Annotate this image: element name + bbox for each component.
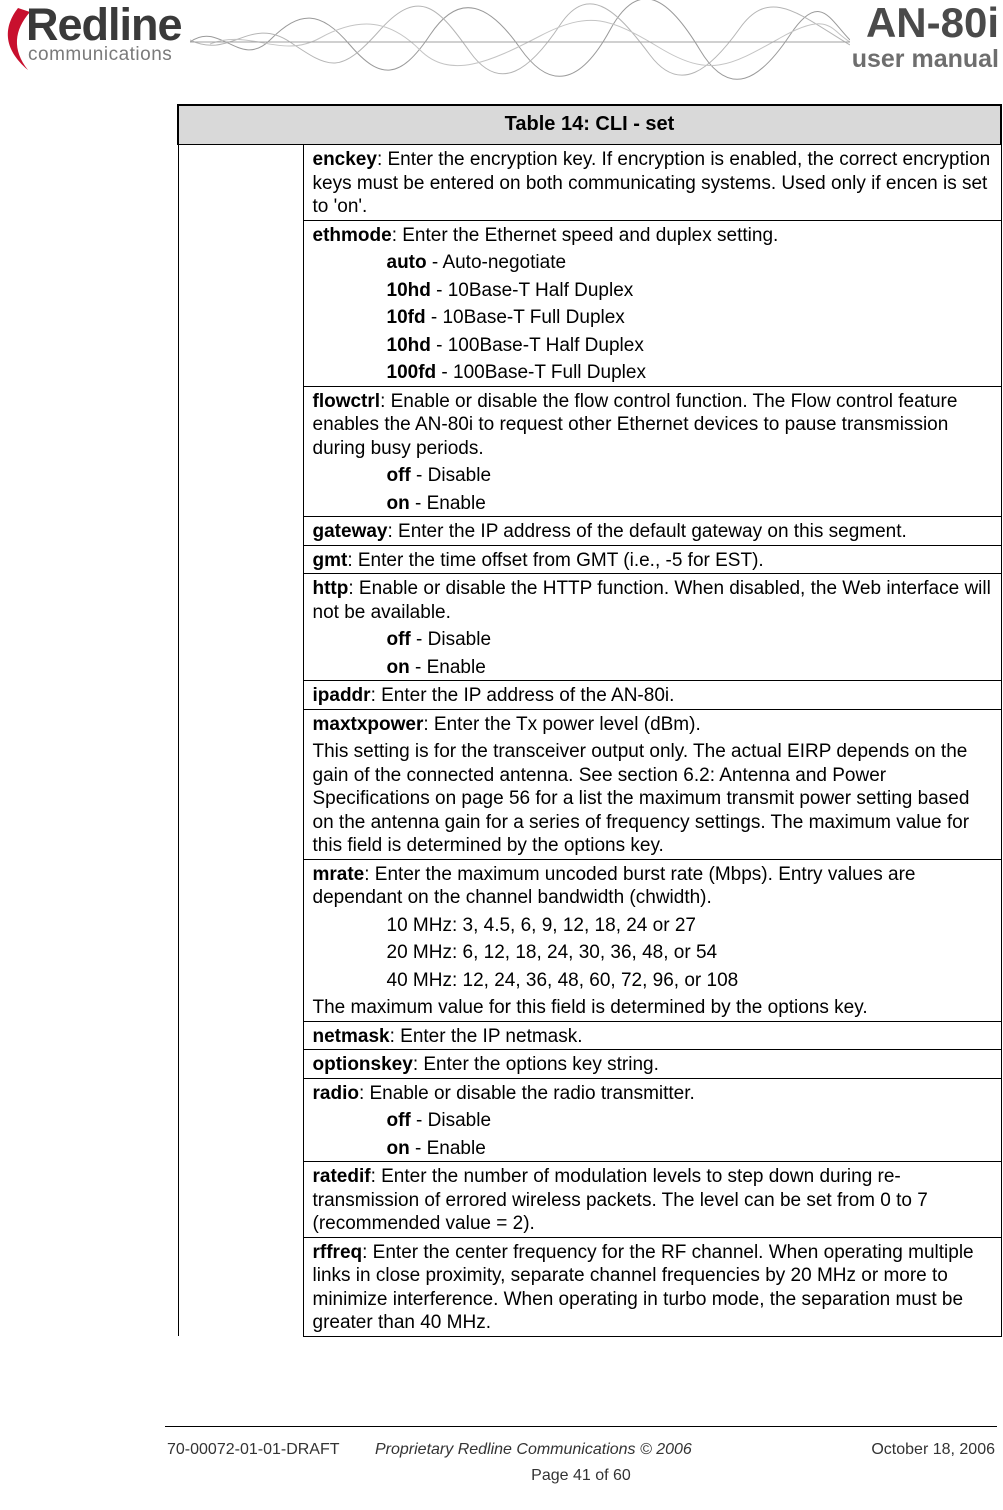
description-text: This setting is for the transceiver output only. The actual EIRP depends on the gain of the connected antenna. See section 6.2: Antenna and Power Specifications on page 56 for a list the maximum transmit power setting based on the antenna gain for a series of frequency settings. The maximum value for this field is determined by the options key. — [312, 741, 970, 856]
description-paragraph — [313, 1025, 993, 1049]
option-keyword: 10hd — [386, 334, 431, 356]
option-value-line — [313, 1109, 993, 1133]
parameter-description-cell — [303, 1237, 1001, 1336]
description-paragraph — [313, 684, 993, 708]
description-text: - 10Base-T Full Duplex — [425, 307, 625, 328]
parameter-description-cell — [303, 859, 1001, 1021]
parameter-name: netmask — [312, 1025, 390, 1047]
description-text: 40 MHz: 12, 24, 36, 48, 60, 72, 96, or 108 — [386, 969, 739, 991]
description-text: - 100Base-T Full Duplex — [436, 362, 646, 383]
option-value-line — [313, 1137, 993, 1161]
description-text: - Enable — [409, 492, 486, 514]
option-keyword: off — [386, 629, 411, 650]
description-text: : Enter the IP address of the default gateway on this segment. — [387, 521, 907, 542]
description-paragraph — [313, 1241, 993, 1335]
parameter-description-cell — [303, 545, 1001, 574]
option-value-line — [313, 941, 993, 965]
table-empty-column-cell — [178, 145, 303, 1337]
description-text: : Enter the maximum uncoded burst rate (Mbps). Entry values are dependant on the channel bandwidth (chwidth). — [312, 863, 916, 908]
option-keyword: 10hd — [386, 279, 431, 301]
parameter-name: ethmode — [312, 224, 392, 246]
option-keyword: off — [386, 465, 411, 486]
parameter-description-cell — [303, 681, 1001, 710]
parameter-description-cell — [303, 709, 1001, 859]
description-text: : Enter the IP netmask. — [389, 1025, 583, 1047]
product-subtitle: user manual — [851, 45, 999, 73]
option-keyword: on — [386, 1137, 410, 1159]
description-text: 20 MHz: 6, 12, 18, 24, 30, 36, 48, or 54 — [386, 942, 718, 963]
brand-subtitle: communications — [28, 44, 173, 65]
option-value-line — [313, 914, 993, 938]
document-date: October 18, 2006 — [871, 1441, 995, 1458]
description-text: - Disable — [410, 1110, 492, 1131]
parameter-description-cell — [303, 1050, 1001, 1079]
parameter-name: mrate — [312, 863, 365, 885]
description-paragraph — [313, 996, 993, 1020]
parameter-name: gmt — [312, 549, 348, 571]
description-text: : Enter the options key string. — [412, 1054, 659, 1075]
description-text: : Enable or disable the flow control function. The Flow control feature enables the AN-80i to request other Ethernet devices to pause transmission during busy periods. — [312, 390, 958, 459]
description-paragraph — [313, 1082, 993, 1106]
table-row — [178, 145, 1001, 221]
cli-set-table — [177, 104, 1002, 1337]
option-value-line — [313, 361, 993, 385]
page-header — [0, 0, 1003, 90]
product-title: AN-80i — [865, 0, 999, 46]
waveform-graphic — [190, 0, 850, 90]
parameter-name: optionskey — [312, 1054, 413, 1075]
option-value-line — [313, 969, 993, 993]
document-id: 70-00072-01-01-DRAFT — [167, 1441, 340, 1458]
parameter-description-cell — [303, 1021, 1001, 1050]
description-text: - Disable — [410, 629, 492, 650]
option-keyword: 10fd — [386, 307, 426, 328]
option-value-line — [313, 279, 993, 303]
description-text: The maximum value for this field is determined by the options key. — [312, 997, 868, 1018]
description-text: : Enter the IP address of the AN-80i. — [370, 685, 675, 706]
description-paragraph — [313, 713, 993, 737]
copyright-notice: Proprietary Redline Communications © 2006 — [375, 1441, 692, 1458]
description-paragraph — [313, 224, 993, 248]
description-paragraph — [313, 1053, 993, 1077]
parameter-description-cell — [303, 517, 1001, 546]
description-text: : Enter the Ethernet speed and duplex setting. — [391, 224, 779, 246]
parameter-name: radio — [312, 1082, 359, 1104]
description-text: 10 MHz: 3, 4.5, 6, 9, 12, 18, 24 or 27 — [386, 914, 696, 936]
parameter-name: enckey — [312, 149, 377, 170]
description-text: - Enable — [409, 1137, 486, 1159]
description-text: : Enter the encryption key. If encryption is enabled, the correct encryption keys must be entered on both communicating systems. Used only if encen is set to 'on'. — [312, 149, 991, 217]
description-text: : Enable or disable the radio transmitter. — [358, 1082, 695, 1104]
description-paragraph — [313, 148, 993, 219]
option-value-line — [313, 656, 993, 680]
table-body — [178, 145, 1001, 1337]
option-value-line — [313, 628, 993, 652]
parameter-description-cell — [303, 1162, 1001, 1238]
description-text: : Enter the Tx power level (dBm). — [423, 713, 701, 735]
table-caption: Table 14: CLI - set — [178, 105, 1001, 145]
parameter-description-cell — [303, 1078, 1001, 1162]
parameter-description-cell — [303, 574, 1001, 681]
description-paragraph — [313, 577, 993, 624]
description-text: - Disable — [410, 465, 492, 486]
description-paragraph — [313, 740, 993, 858]
description-text: - 10Base-T Half Duplex — [430, 279, 634, 301]
description-text: : Enter the number of modulation levels to step down during re-transmission of errored wireless packets. The level can be set from 0 to 7 (recommended value = 2). — [312, 1166, 928, 1234]
description-paragraph — [313, 863, 993, 910]
description-text: : Enter the center frequency for the RF channel. When operating multiple links in close proximity, separate channel frequencies by 20 MHz or more to minimize interference. When operating in turbo mode, the separation must be greater than 40 MHz. — [312, 1241, 974, 1333]
page-number: Page 41 of 60 — [531, 1467, 631, 1484]
option-keyword: off — [386, 1110, 411, 1131]
parameter-name: flowctrl — [312, 390, 381, 412]
description-text: : Enter the time offset from GMT (i.e., -5 for EST). — [347, 549, 764, 571]
description-text: - 100Base-T Half Duplex — [430, 334, 644, 356]
option-value-line — [313, 464, 993, 488]
option-keyword: on — [386, 656, 410, 678]
option-value-line — [313, 251, 993, 275]
parameter-description-cell — [303, 220, 1001, 386]
brand-name: Redline — [26, 0, 182, 50]
description-paragraph — [313, 390, 993, 461]
option-value-line — [313, 334, 993, 358]
parameter-name: rffreq — [312, 1241, 363, 1263]
parameter-name: maxtxpower — [312, 713, 424, 735]
option-value-line — [313, 492, 993, 516]
parameter-name: http — [312, 578, 349, 599]
parameter-name: ratedif — [312, 1166, 371, 1187]
parameter-name: gateway — [312, 521, 388, 542]
description-paragraph — [313, 549, 993, 573]
parameter-name: ipaddr — [312, 685, 371, 706]
description-text: - Enable — [409, 656, 486, 678]
description-paragraph — [313, 1165, 993, 1236]
parameter-description-cell — [303, 145, 1001, 221]
parameter-description-cell — [303, 386, 1001, 517]
option-keyword: on — [386, 492, 410, 514]
option-keyword: 100fd — [386, 362, 437, 383]
description-paragraph — [313, 520, 993, 544]
page-footer — [165, 1426, 997, 1484]
description-text: - Auto-negotiate — [426, 252, 567, 273]
description-text: : Enable or disable the HTTP function. When disabled, the Web interface will not be available. — [312, 578, 991, 623]
option-value-line — [313, 306, 993, 330]
option-keyword: auto — [386, 252, 427, 273]
